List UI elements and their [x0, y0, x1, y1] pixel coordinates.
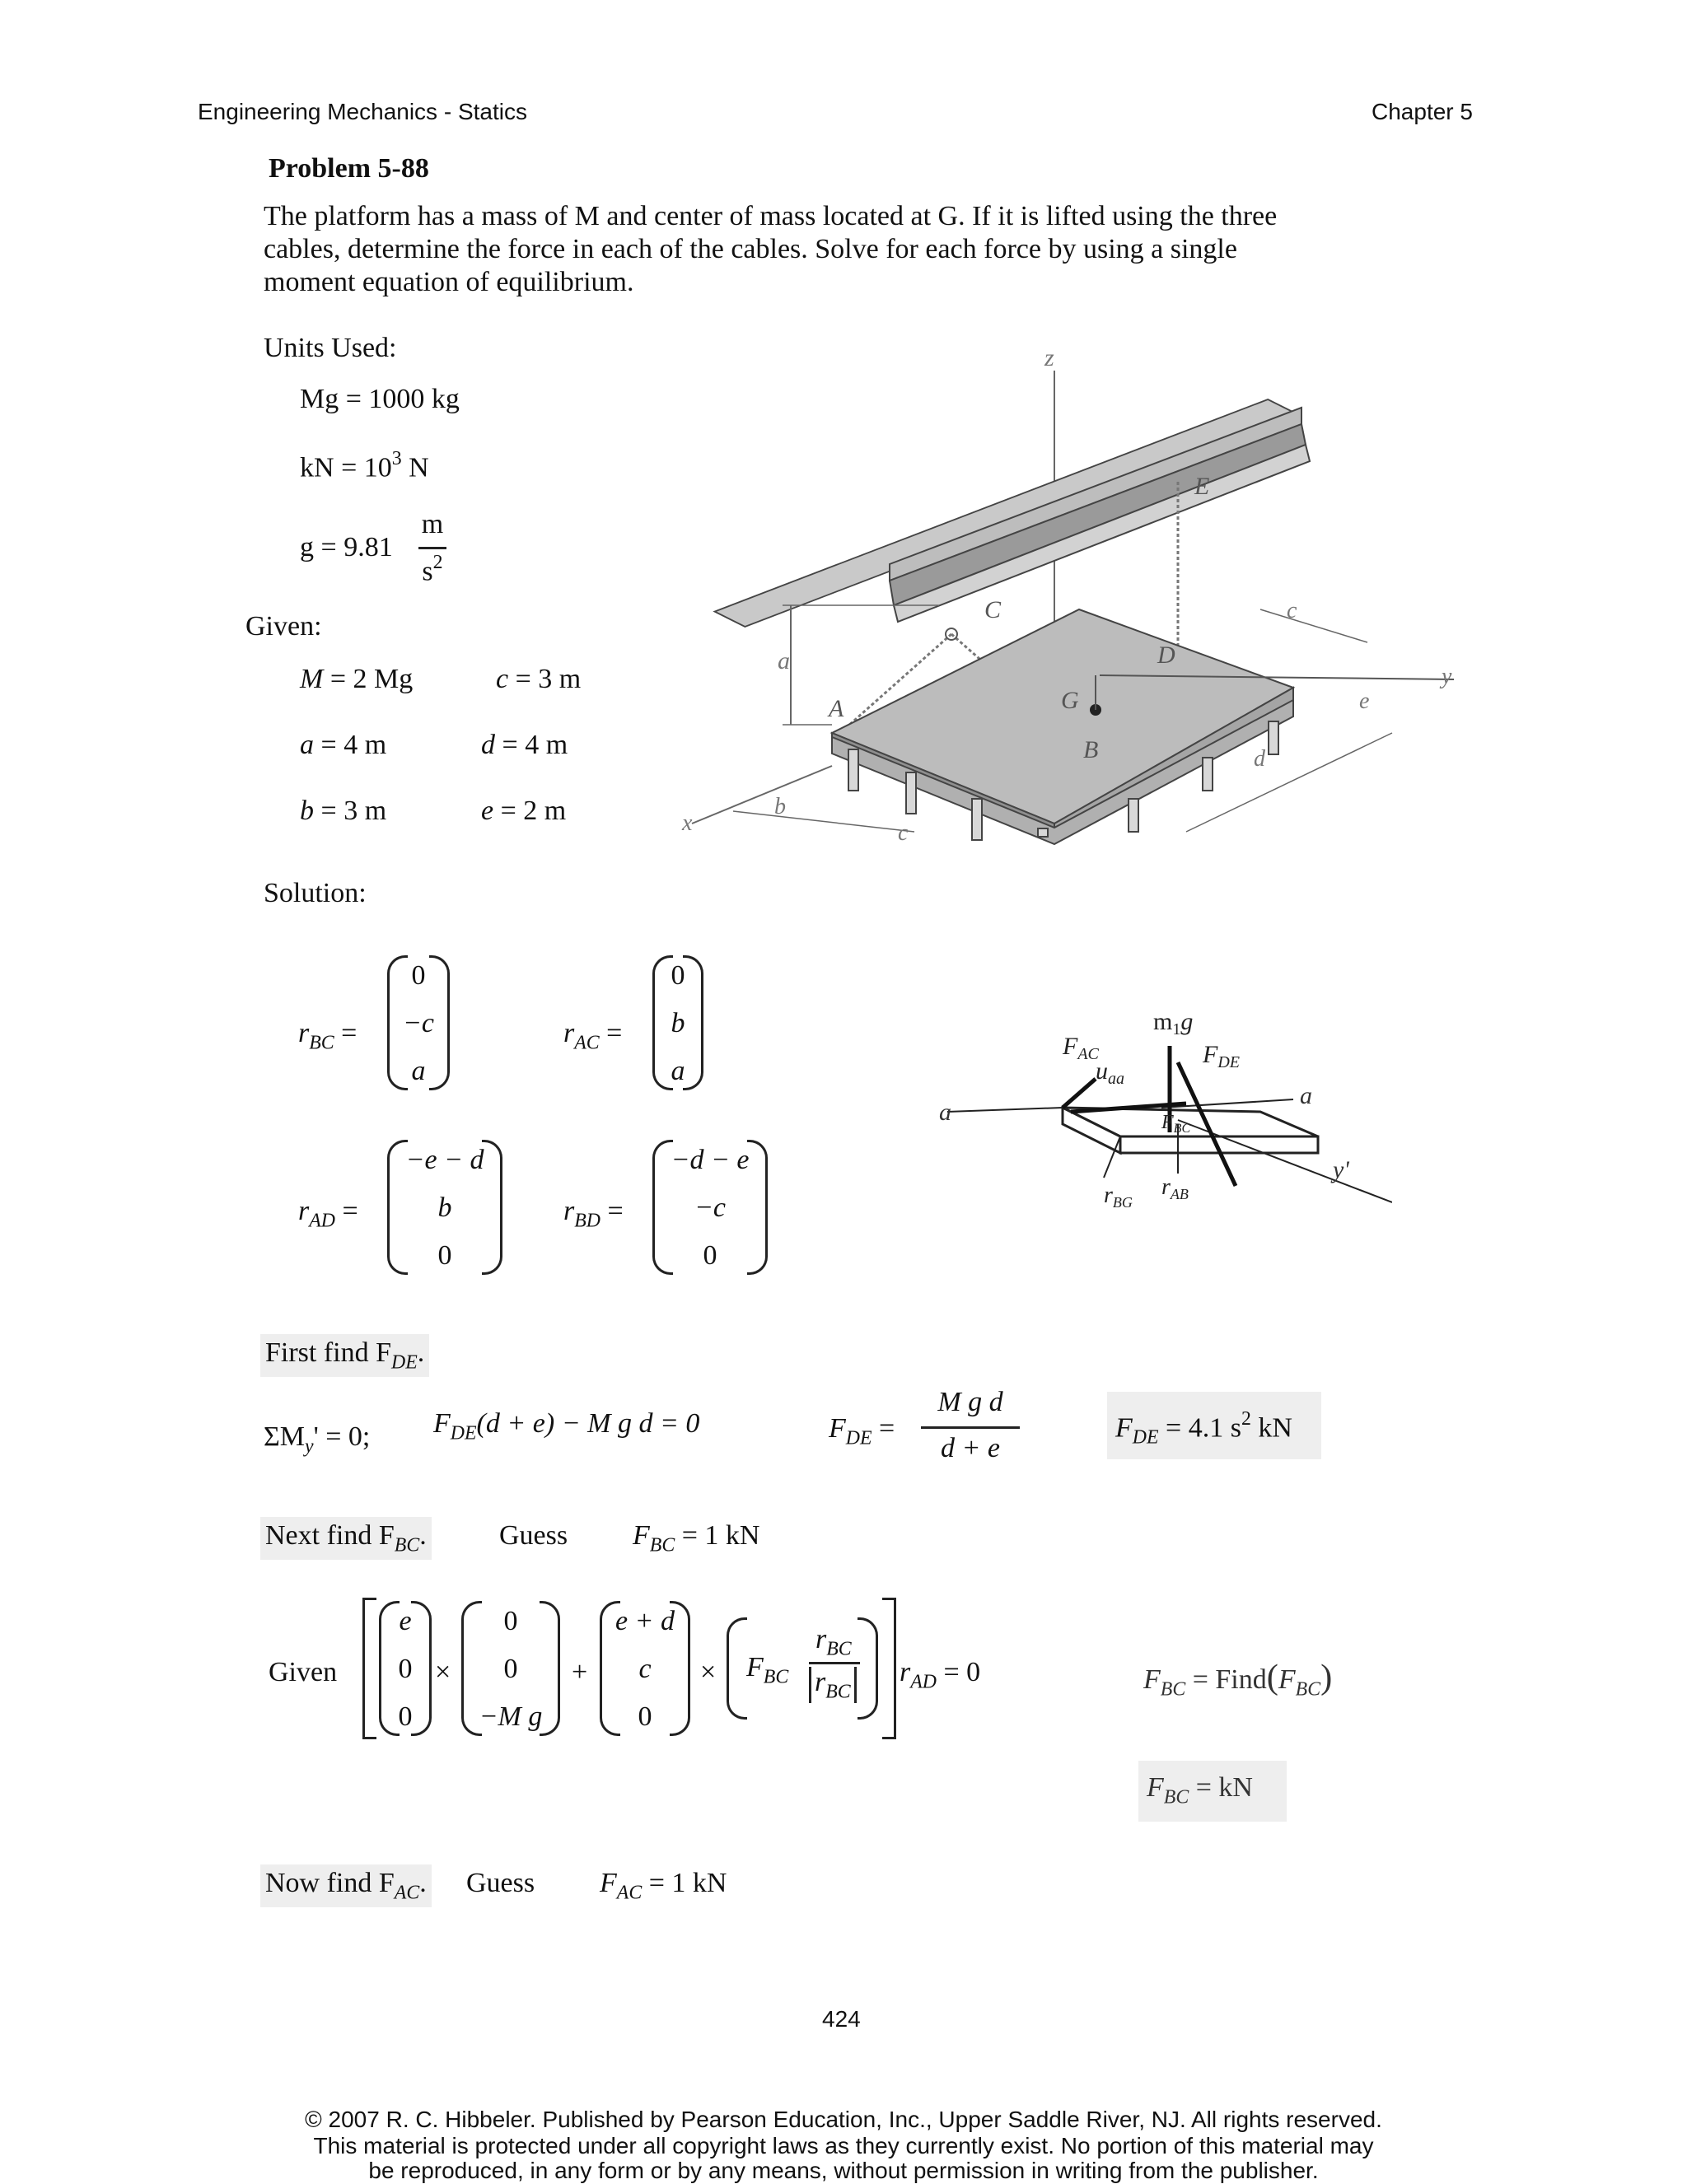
copyright-line-3: be reproduced, in any form or by any means, without permission in writing from the publisher.	[368, 2158, 1319, 2183]
rbd-y: −c	[694, 1192, 727, 1223]
fbd-label-y-prime: y'	[1333, 1156, 1349, 1183]
rbc-z: a	[411, 1056, 426, 1086]
unit-kn-base: 10	[363, 452, 392, 483]
fde-numerator: M g d	[937, 1387, 1003, 1417]
label-dim-c: c	[1287, 598, 1297, 623]
given-a: a = 4 m	[300, 730, 387, 760]
fbd-label-fbc: $F_{BC}$	[1161, 1112, 1191, 1136]
label-e-point: E	[1194, 473, 1210, 500]
rad-x: −e − d	[405, 1145, 484, 1175]
fbd-label-uaa: $u_{aa}$	[1096, 1057, 1124, 1088]
problem-statement-line-1: The platform has a mass of M and center of mass located at G. If it is lifted using the three	[264, 201, 1278, 231]
m3-vector	[600, 1601, 690, 1736]
given-c: c = 3 m	[496, 664, 582, 694]
solution-heading: Solution:	[264, 878, 367, 908]
label-dim-c-front: c	[898, 820, 909, 846]
label-z: z	[1044, 344, 1054, 371]
units-heading: Units Used:	[264, 333, 397, 363]
now-find-fac-label: Now find $F_{AC}$.	[260, 1864, 432, 1907]
rad-z: 0	[437, 1240, 452, 1271]
label-b-point: B	[1083, 736, 1099, 763]
m2-y: 0	[503, 1654, 518, 1684]
first-find-fde-label: First find $F_{DE}$.	[260, 1334, 429, 1377]
fde-formula-fraction	[921, 1387, 1020, 1477]
fde-formula-lhs: $F_{DE}$ =	[829, 1413, 895, 1449]
moment-equation: $F_{DE}(d + e) - M$ g d = 0	[433, 1408, 700, 1444]
fbd-label-rbg: $r_{BG}$	[1104, 1183, 1133, 1211]
label-dim-b: b	[774, 794, 786, 819]
unit-mg: Mg = 1000 kg	[300, 384, 460, 414]
find-fbc: $F_{BC}$ = $Find(F_{BC})$	[1143, 1658, 1333, 1701]
fbd-label-a-right: a	[1300, 1082, 1312, 1109]
label-y: y	[1442, 664, 1452, 689]
running-header-title: Engineering Mechanics - Statics	[198, 99, 527, 124]
free-body-diagram	[931, 996, 1392, 1235]
fde-denominator: d + e	[940, 1433, 1001, 1463]
unit-g-numerator: m	[421, 509, 444, 539]
fde-result: $F_{DE} = 4.1$ $s^2$ kN	[1107, 1392, 1321, 1459]
label-c-point: C	[984, 596, 1002, 623]
unit-kn-lhs: kN	[300, 452, 334, 483]
rbd-label: $r_{BD}$ =	[563, 1196, 624, 1232]
unit-numerator: $r_{BC}$	[815, 1624, 852, 1660]
m3-x: e + d	[615, 1606, 675, 1636]
problem-statement-line-3: moment equation of equilibrium.	[264, 267, 634, 297]
platform-top	[832, 609, 1293, 824]
given-e: e = 2 m	[481, 796, 567, 826]
m3-z: 0	[638, 1701, 652, 1732]
moment-equation-label: $\Sigma M_y' = 0$;	[264, 1421, 371, 1458]
page-number: 424	[822, 2006, 861, 2032]
guess-label-fac: Guess	[466, 1868, 535, 1898]
unit-denominator: $r_{BC}$	[809, 1667, 857, 1703]
rac-label: $r_{AC}$ =	[563, 1018, 623, 1054]
unit-g: g = 9.81	[300, 532, 393, 562]
rac-y: b	[671, 1008, 685, 1038]
given-M: M = 2 Mg	[300, 664, 414, 694]
rad-label: $r_{AD}$ =	[298, 1196, 358, 1232]
m1-vector	[379, 1601, 432, 1736]
m1-x: e	[399, 1606, 412, 1636]
m3-y: c	[638, 1654, 652, 1684]
given-block-label: Given	[269, 1657, 338, 1687]
unit-mg-lhs: Mg	[300, 384, 339, 414]
problem-statement-line-2: cables, determine the force in each of the cables. Solve for each force by using a single	[264, 234, 1237, 264]
unit-g-lhs: g	[300, 532, 314, 562]
fbc-guess: $F_{BC} = 1$ kN	[633, 1520, 760, 1556]
label-g-point: G	[1061, 687, 1079, 714]
unit-kn-exp: 3	[391, 448, 402, 469]
fbc-unit-vector-group	[727, 1617, 878, 1720]
given-b: b = 3 m	[300, 796, 387, 826]
rac-x: 0	[671, 960, 685, 991]
plus-sign: +	[572, 1657, 588, 1687]
a-a-axis-left	[947, 1108, 1063, 1112]
unit-mg-rhs: 1000 kg	[368, 384, 460, 414]
fac-guess: $F_{AC} = 1$ kN	[600, 1868, 727, 1904]
label-d-point: D	[1157, 642, 1175, 669]
rad-eq-zero: $r_{AD} = 0$	[900, 1657, 981, 1693]
fbc-result: $F_{BC}$ = kN	[1138, 1761, 1287, 1822]
outer-bracket-right	[885, 1598, 896, 1739]
i-beam-top	[715, 399, 1298, 627]
fbd-label-a-left: a	[939, 1099, 951, 1126]
rad-vector	[387, 1140, 502, 1275]
running-header-chapter: Chapter 5	[1372, 99, 1473, 124]
label-dim-d: d	[1254, 746, 1265, 772]
label-x: x	[682, 810, 693, 836]
rbd-x: −d − e	[671, 1145, 750, 1175]
fbd-label-fde: $F_{DE}$	[1203, 1041, 1240, 1071]
m1-z: 0	[398, 1701, 413, 1732]
rbc-x: 0	[411, 960, 426, 991]
unit-g-fraction	[418, 509, 446, 600]
times-2: ×	[700, 1657, 717, 1687]
m1-y: 0	[398, 1654, 413, 1684]
fbc-in-equation: $F_{BC}$	[746, 1652, 789, 1688]
unit-g-value: 9.81	[343, 532, 393, 562]
rbd-z: 0	[703, 1240, 717, 1271]
unit-kn: kN = $10^3$ N	[300, 448, 429, 483]
unit-kn-unit: N	[409, 452, 429, 483]
i-beam-web	[890, 424, 1306, 605]
rac-z: a	[671, 1056, 685, 1086]
label-a-point: A	[829, 695, 844, 722]
platform-figure	[667, 338, 1466, 848]
force-fac-arrow	[1063, 1079, 1096, 1108]
m2-x: 0	[503, 1606, 518, 1636]
rbc-label: $r_{BC}$ =	[298, 1018, 357, 1054]
guess-label-fbc: Guess	[499, 1520, 568, 1551]
m2-vector	[461, 1601, 560, 1736]
copyright-line-1: © 2007 R. C. Hibbeler. Published by Pearson Education, Inc., Upper Saddle River, NJ. All rights reserved.	[305, 2107, 1382, 2132]
i-beam-flange	[890, 408, 1301, 581]
problem-title: Problem 5-88	[269, 153, 429, 184]
fbd-label-m1g: $m_1g$	[1153, 1008, 1194, 1038]
rad-y: b	[437, 1192, 452, 1223]
m2-z: −M g	[479, 1701, 543, 1732]
unit-g-denominator: $s^2$	[422, 552, 443, 587]
label-dim-a: a	[778, 647, 790, 674]
fbd-label-rab: $r_{AB}$	[1161, 1174, 1189, 1202]
given-d: d = 4 m	[481, 730, 568, 760]
rac-vector	[652, 955, 703, 1090]
copyright-line-2: This material is protected under all copyright laws as they currently exist. No portion of this material may	[313, 2133, 1374, 2158]
times-1: ×	[435, 1657, 451, 1687]
next-find-fbc-label: Next find $F_{BC}$.	[260, 1517, 432, 1560]
given-heading: Given:	[245, 611, 322, 642]
rbc-y: −c	[402, 1008, 435, 1038]
rbd-vector	[652, 1140, 768, 1275]
outer-bracket-left	[362, 1598, 374, 1739]
label-dim-e: e	[1359, 688, 1370, 714]
fbd-label-fac: $F_{AC}$	[1063, 1033, 1099, 1063]
rbc-vector	[387, 955, 450, 1090]
